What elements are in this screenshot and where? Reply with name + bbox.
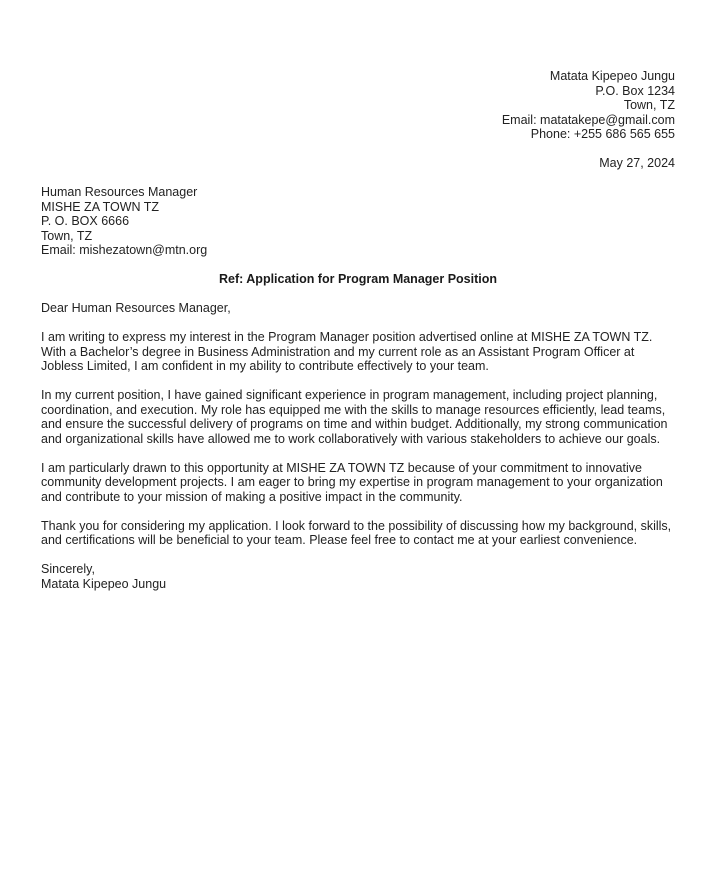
recipient-title: Human Resources Manager	[41, 185, 198, 199]
body-paragraph-2: In my current position, I have gained significant experience in program management, including project planning, coordination, and execution. My role has equipped me with the skills to manage resources efficiently, lead teams, and ensure the successful delivery of programs on time and within budget. Additionally, my strong communication and organizational skills have allowed me to work collaboratively with various stakeholders to achieve our goals.	[41, 388, 668, 446]
recipient-town: Town, TZ	[41, 228, 93, 243]
recipient-email: Email: mishezatown@mtn.org	[41, 243, 208, 257]
recipient-company: MISHE ZA TOWN TZ	[41, 199, 160, 214]
signature-name: Matata Kipepeo Jungu	[41, 576, 167, 591]
sender-phone: Phone: +255 686 565 655	[530, 127, 675, 141]
recipient-po-box: P. O. BOX 6666	[41, 214, 130, 228]
reference-line: Ref: Application for Program Manager Position	[218, 272, 498, 286]
sender-name: Matata Kipepeo Jungu	[549, 69, 675, 83]
salutation: Dear Human Resources Manager,	[41, 301, 231, 315]
sender-email: Email: matatakepe@gmail.com	[501, 112, 675, 127]
valediction: Sincerely,	[41, 562, 95, 576]
recipient-address-block	[41, 185, 675, 258]
sender-address-block	[41, 69, 675, 142]
sender-po-box: P.O. Box 1234	[595, 83, 675, 98]
body-paragraph-3: I am particularly drawn to this opportunity at MISHE ZA TOWN TZ because of your commitment to innovative community development projects. I am eager to bring my expertise in program management to your organization and contribute to your mission of making a positive impact in the community.	[41, 460, 663, 504]
body-paragraph-4: Thank you for considering my application. I look forward to the possibility of discussing how my background, skills, and certifications will be beneficial to your team. Please feel free to contact me at your earliest convenience.	[41, 518, 672, 547]
closing-block	[41, 562, 675, 591]
letter-date: May 27, 2024	[599, 156, 675, 170]
body-paragraph-1: I am writing to express my interest in the Program Manager position advertised online at MISHE ZA TOWN TZ. With a Bachelor’s degree in Business Administration and my current role as an Assistant Program Officer at Jobless Limited, I am confident in my ability to contribute effectively to your team.	[41, 330, 653, 373]
sender-town: Town, TZ	[623, 98, 675, 112]
